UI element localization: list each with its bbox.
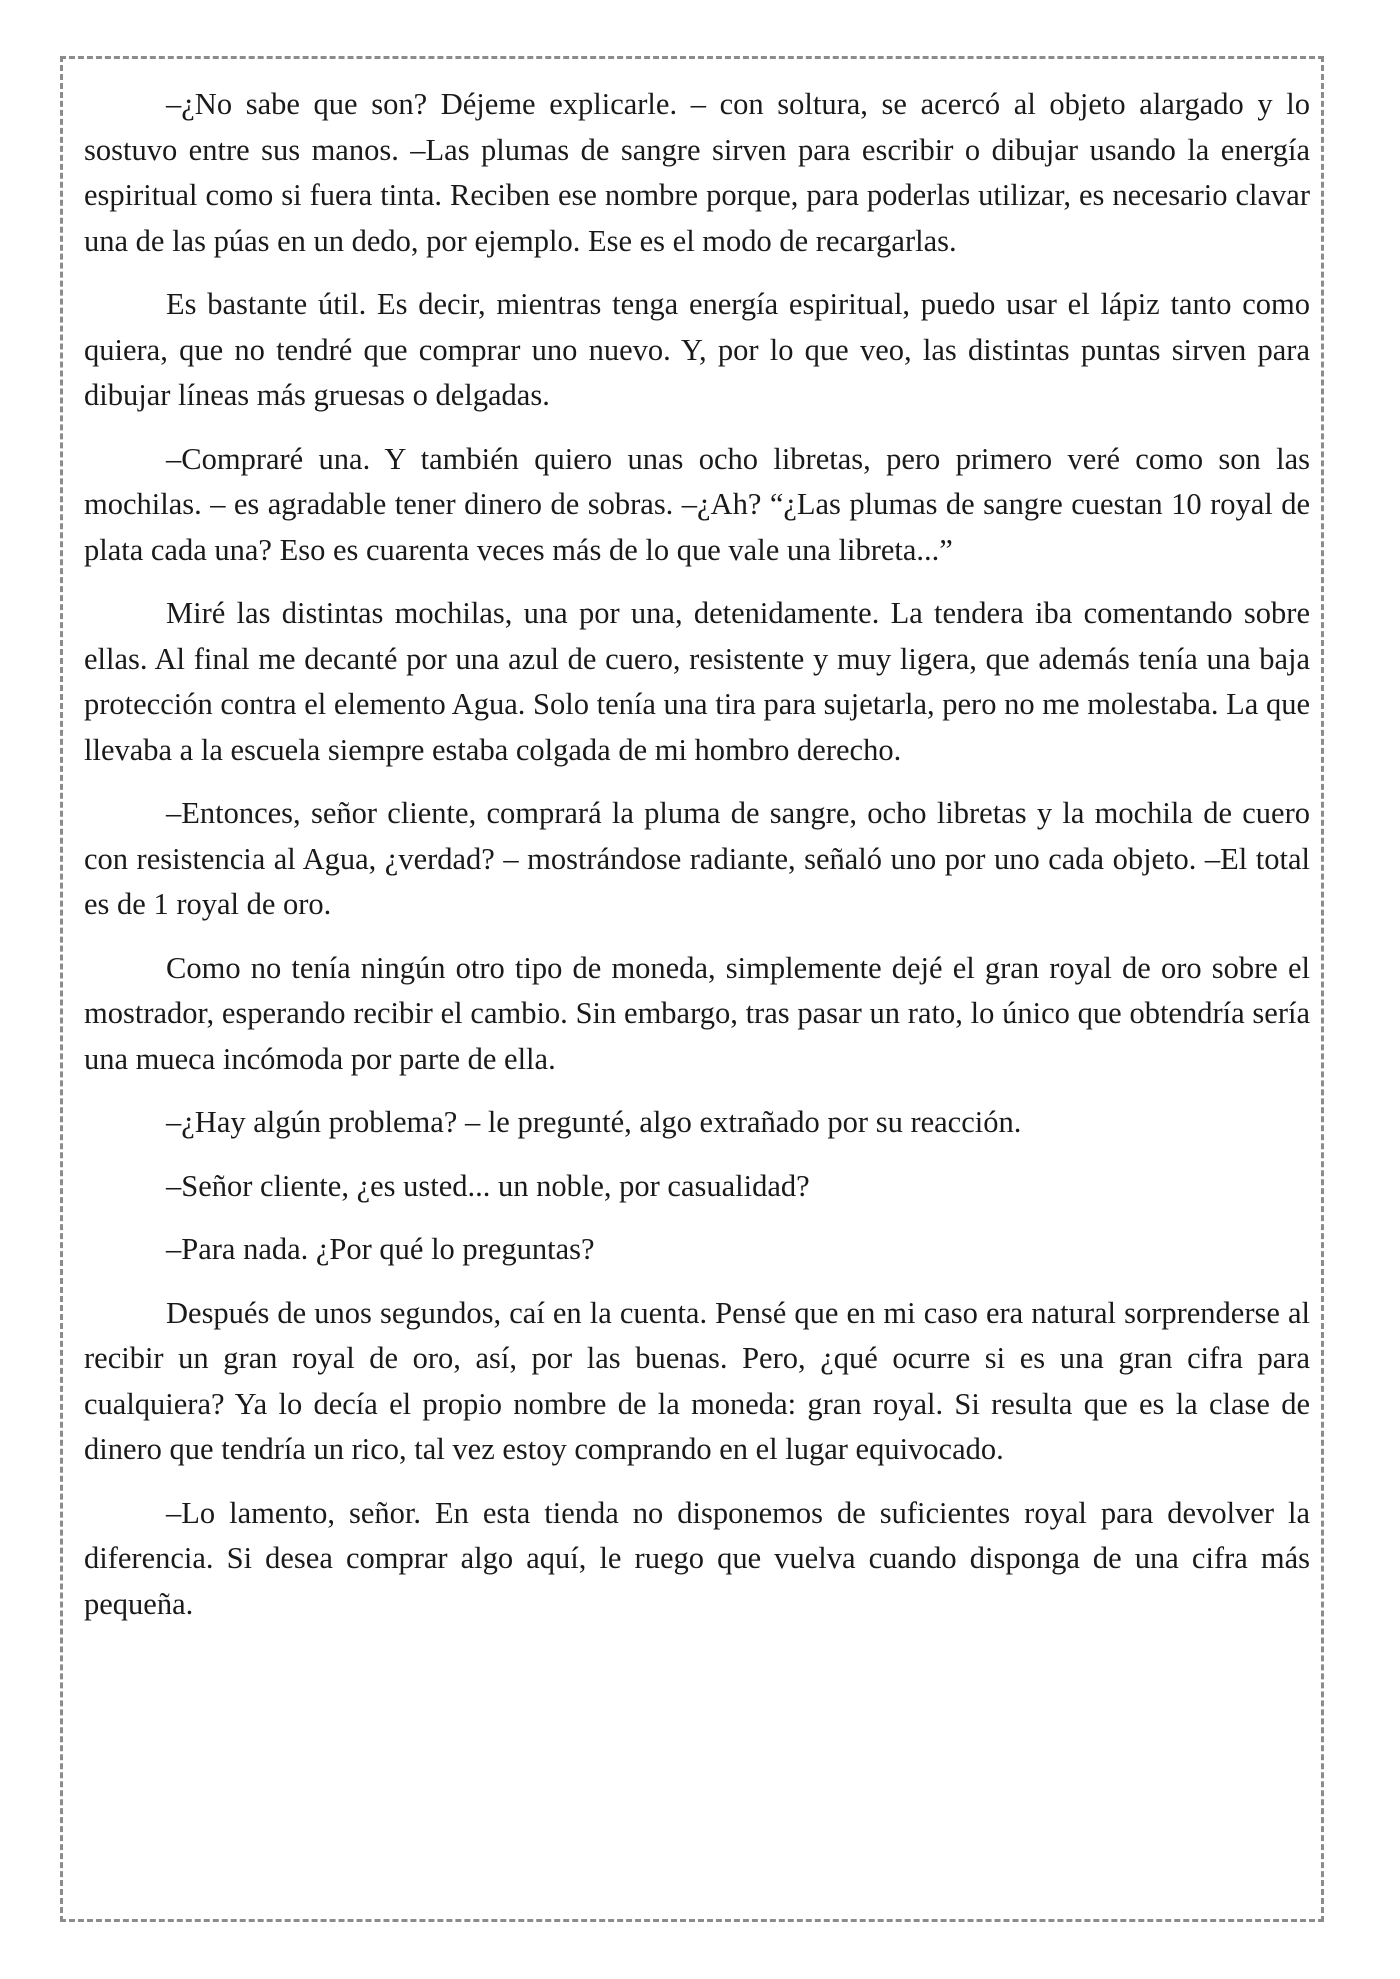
document-body bbox=[84, 82, 1310, 1645]
paragraph: Después de unos segundos, caí en la cuenta. Pensé que en mi caso era natural sorprenderse al recibir un gran royal de oro, así, por las buenas. Pero, ¿qué ocurre si es una gran cifra para cualquiera? Ya lo decía el propio nombre de la moneda: gran royal. Si resulta que es la clase de dinero que tendría un rico, tal vez estoy comprando en el lugar equivocado. bbox=[84, 1295, 1310, 1466]
paragraph: Miré las distintas mochilas, una por una, detenidamente. La tendera iba comentando sobre ellas. Al final me decanté por una azul de cuero, resistente y muy ligera, que además tenía una baja protección contra el elemento Agua. Solo tenía una tira para sujetarla, pero no me molestaba. La que llevaba a la escuela siempre estaba colgada de mi hombro derecho. bbox=[84, 596, 1310, 767]
paragraph: –Para nada. ¿Por qué lo preguntas? bbox=[166, 1232, 595, 1266]
paragraph: –Entonces, señor cliente, comprará la pluma de sangre, ocho libretas y la mochila de cuero con resistencia al Agua, ¿verdad? – mostrándose radiante, señaló uno por uno cada objeto. –El total es de 1 royal de oro. bbox=[84, 796, 1310, 921]
paragraph: –¿No sabe que son? Déjeme explicarle. – con soltura, se acercó al objeto alargado y lo sostuvo entre sus manos. –Las plumas de sangre sirven para escribir o dibujar usando la energía espiritual como si fuera tinta. Reciben ese nombre porque, para poderlas utilizar, es necesario clavar una de las púas en un dedo, por ejemplo. Ese es el modo de recargarlas. bbox=[84, 87, 1310, 258]
paragraph: Es bastante útil. Es decir, mientras tenga energía espiritual, puedo usar el lápiz tanto como quiera, que no tendré que comprar uno nuevo. Y, por lo que veo, las distintas puntas sirven para dibujar líneas más gruesas o delgadas. bbox=[84, 287, 1310, 412]
paragraph: –Compraré una. Y también quiero unas ocho libretas, pero primero veré como son las mochilas. – es agradable tener dinero de sobras. –¿Ah? “¿Las plumas de sangre cuestan 10 royal de plata cada una? Eso es cuarenta veces más de lo que vale una libreta...” bbox=[84, 441, 1310, 567]
paragraph: –¿Hay algún problema? – le pregunté, algo extrañado por su reacción. bbox=[166, 1105, 1022, 1139]
paragraph: –Señor cliente, ¿es usted... un noble, por casualidad? bbox=[166, 1168, 810, 1203]
paragraph: Como no tenía ningún otro tipo de moneda, simplemente dejé el gran royal de oro sobre el mostrador, esperando recibir el cambio. Sin embargo, tras pasar un rato, lo único que obtendría sería una mueca incómoda por parte de ella. bbox=[84, 950, 1310, 1076]
paragraph: –Lo lamento, señor. En esta tienda no disponemos de suficientes royal para devolver la diferencia. Si desea comprar algo aquí, le ruego que vuelva cuando disponga de una cifra más pequeña. bbox=[84, 1495, 1310, 1621]
